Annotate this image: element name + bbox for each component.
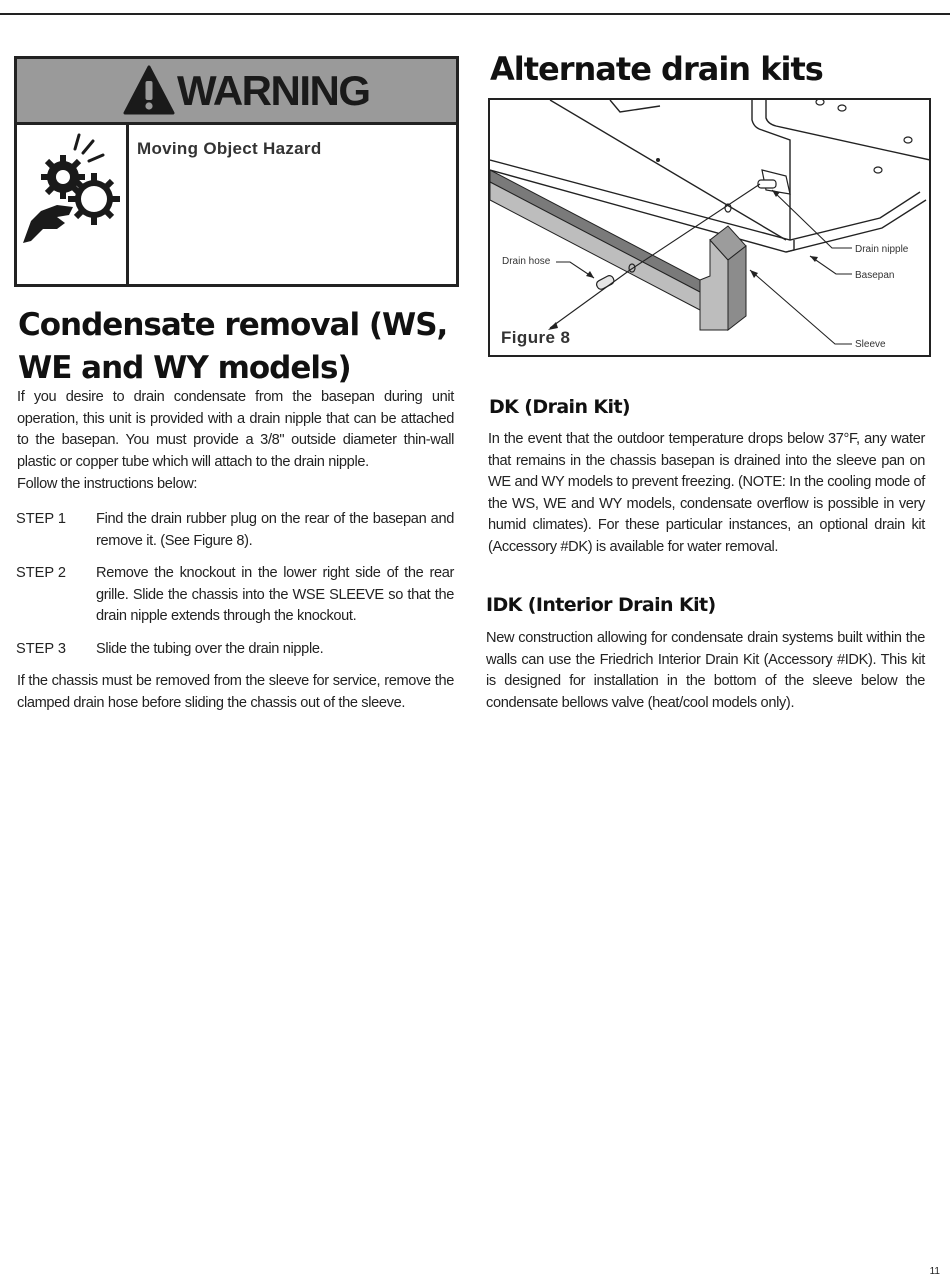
top-rule (0, 13, 950, 15)
figure-8 (488, 98, 931, 357)
hazard-text: Moving Object Hazard (137, 139, 322, 158)
idk-text: New construction allowing for condensate drain systems built within the walls can use the Friedrich Interior Drain Kit (Accessory #IDK). This kit is designed for installation in the bottom of the sleeve below the condensate bellows valve (heat/cool models only). (486, 630, 925, 711)
warning-header (17, 59, 456, 125)
idk-heading: IDK (Interior Drain Kit) (486, 594, 716, 616)
dk-heading: DK (Drain Kit) (489, 396, 631, 418)
label-basepan: Basepan (855, 270, 895, 281)
step-1-label: STEP 1 (16, 511, 67, 527)
warning-box (14, 56, 459, 287)
step-3-label: STEP 3 (16, 641, 67, 657)
alternate-heading: Alternate drain kits (490, 50, 823, 88)
condensate-intro: If you desire to drain condensate from the basepan during unit operation, this unit is provided with a drain nipple that can be attached to the basepan. You must provide a 3/8" outside diameter thin-wall plastic or copper tube which will attach to the drain nipple. (17, 389, 454, 470)
step-1-text: Find the drain rubber plug on the rear of the basepan and remove it. (See Figure 8). (96, 511, 454, 549)
follow-instructions: Follow the instructions below: (17, 476, 198, 492)
label-drain-nipple: Drain nipple (855, 244, 909, 255)
hand-gears-icon (17, 125, 123, 281)
step-2-label: STEP 2 (16, 565, 67, 581)
hazard-icon-cell (17, 125, 129, 284)
label-drain-hose: Drain hose (502, 256, 551, 267)
condensate-heading: Condensate removal (WS, WE and WY models) (18, 307, 448, 386)
dk-text: In the event that the outdoor temperature drops below 37°F, any water that remains in the chassis basepan is drained into the sleeve pan on WE and WY models to prevent freezing. (NOTE: In the cooling mode of the WS, WE and WY models, condensate overflow is possible in very humid climates). For these particular instances, an optional drain kit (Accessory #DK) is available for water removal. (488, 431, 926, 555)
drain-kit-illustration (490, 100, 929, 355)
figure-caption: Figure 8 (501, 328, 571, 347)
label-sleeve: Sleeve (855, 339, 886, 350)
step-2-text: Remove the knockout in the lower right side of the rear grille. Slide the chassis into the WSE SLEEVE so that the drain nipple extends through the knockout. (96, 565, 454, 625)
chassis-note: If the chassis must be removed from the sleeve for service, remove the clamped drain hose before sliding the chassis out of the sleeve. (17, 673, 454, 711)
step-3-text: Slide the tubing over the drain nipple. (96, 641, 324, 657)
page-number: 11 (929, 1266, 940, 1277)
warning-triangle-icon (123, 65, 175, 117)
warning-title: WARNING (177, 67, 370, 114)
